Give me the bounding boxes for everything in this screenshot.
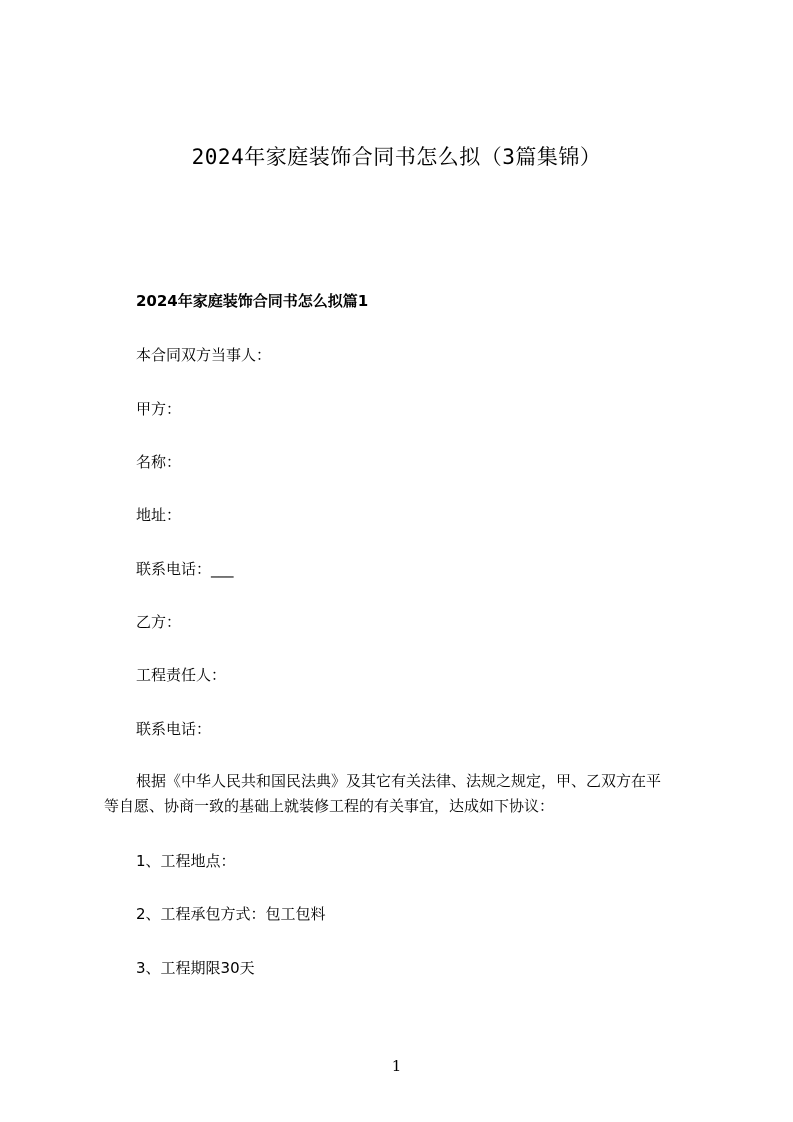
page-number: 1 (391, 1057, 402, 1075)
phone-label-a: 联系电话：___ (136, 560, 234, 578)
document-title: 2024年家庭装饰合同书怎么拟（3篇集锦） (191, 145, 602, 169)
preamble-paragraph (104, 769, 704, 819)
clause-item: 3、工程期限30天 (136, 959, 255, 977)
clause-item: 2、工程承包方式：包工包料 (136, 905, 326, 923)
preamble-line-2: 等自愿、协商一致的基础上就装修工程的有关事宜，达成如下协议： (104, 797, 555, 815)
address-label: 地址： (136, 506, 182, 524)
section-heading: 2024年家庭装饰合同书怎么拟篇1 (136, 292, 369, 310)
parties-intro: 本合同双方当事人： (136, 346, 272, 364)
preamble-line-1: 根据《中华人民共和国民法典》及其它有关法律、法规之规定，甲、乙双方在平 (136, 772, 662, 790)
party-a-label: 甲方： (136, 400, 182, 418)
clause-item: 1、工程地点： (136, 852, 236, 870)
project-manager-label: 工程责任人： (136, 666, 227, 684)
party-b-label: 乙方： (136, 613, 182, 631)
name-label: 名称： (136, 453, 182, 471)
phone-label-b: 联系电话： (136, 720, 212, 738)
